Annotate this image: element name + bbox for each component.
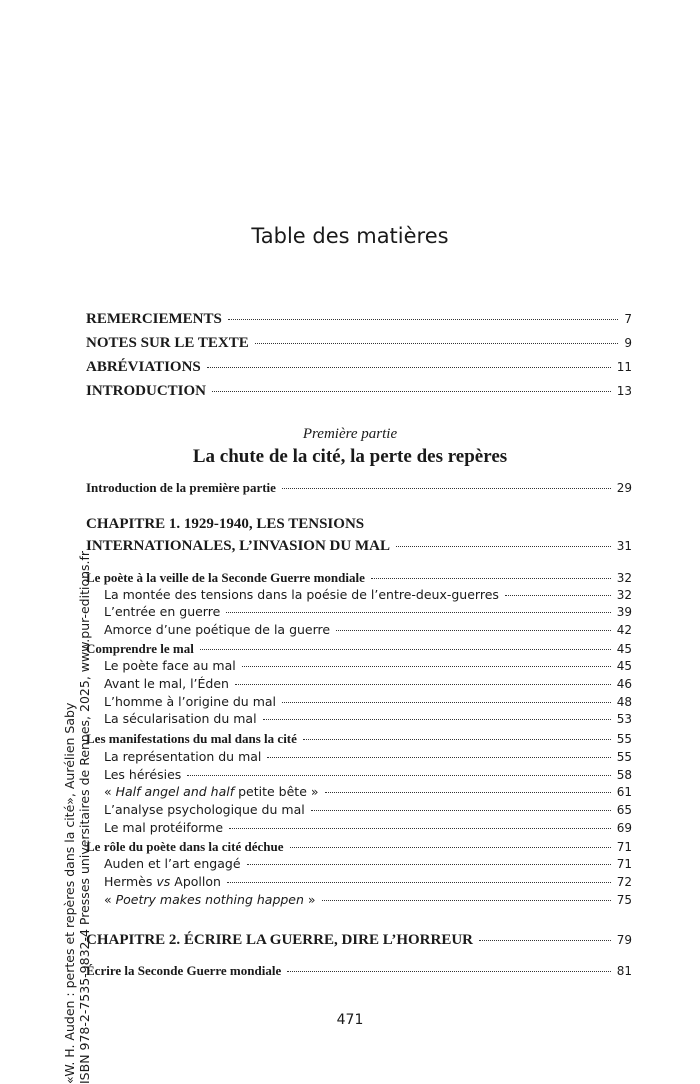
dot-leader [235,684,611,685]
toc-subsection[interactable]: L’entrée en guerre 39 [104,604,632,619]
toc-section[interactable]: Les manifestations du mal dans la cité 55 [86,731,632,746]
dot-leader [207,367,611,368]
chapter-1-heading[interactable]: CHAPITRE 1. 1929-1940, LES TENSIONS INTERNATIONALES, L’INVASION DU MAL 31 [86,516,632,554]
dot-leader [212,391,611,392]
dot-leader [242,666,611,667]
page-number: 471 [336,1012,364,1028]
toc-subsection[interactable]: La sécularisation du mal 53 [104,711,632,726]
toc-entry-introduction[interactable]: INTRODUCTION 13 [86,383,632,399]
dot-leader [187,775,610,776]
side-credit-line-1: «W. H. Auden : pertes et repères dans la cité», Aurélien Saby [62,702,77,1084]
dot-leader [255,343,619,344]
dot-leader [227,882,611,883]
part-title: La chute de la cité, la perte des repères [192,446,508,467]
toc-entry-remerciements[interactable]: REMERCIEMENTS 7 [86,311,632,327]
toc-entry-part-intro[interactable]: Introduction de la première partie 29 [86,480,632,495]
toc-subsection[interactable]: L’analyse psychologique du mal 65 [104,802,632,817]
dot-leader [505,595,611,596]
dot-leader [396,546,611,547]
toc-subsection[interactable]: Auden et l’art engagé 71 [104,856,632,871]
page-title: Table des matières [251,224,449,248]
toc-subsection[interactable]: Amorce d’une poétique de la guerre 42 [104,622,632,637]
toc-section[interactable]: Le poète à la veille de la Seconde Guerre mondiale 32 [86,570,632,585]
dot-leader [282,488,611,489]
part-kicker: Première partie [302,426,398,442]
toc-subsection[interactable]: L’homme à l’origine du mal 48 [104,694,632,709]
dot-leader [247,864,611,865]
toc-entry-notes[interactable]: NOTES SUR LE TEXTE 9 [86,335,632,351]
dot-leader [371,578,611,579]
dot-leader [290,847,611,848]
chapter-2-heading[interactable]: CHAPITRE 2. ÉCRIRE LA GUERRE, DIRE L’HORREUR 79 [86,932,632,948]
dot-leader [267,757,610,758]
toc-section[interactable]: Écrire la Seconde Guerre mondiale 81 [86,963,632,978]
toc-section[interactable]: Le rôle du poète dans la cité déchue 71 [86,839,632,854]
toc-subsection[interactable]: Avant le mal, l’Éden 46 [104,676,632,691]
toc-subsection[interactable]: Les hérésies 58 [104,767,632,782]
dot-leader [325,792,611,793]
toc-section[interactable]: Comprendre le mal 45 [86,641,632,656]
dot-leader [263,719,611,720]
toc-subsection[interactable]: « Half angel and half petite bête » 61 [104,784,632,799]
dot-leader [200,649,611,650]
dot-leader [287,971,611,972]
dot-leader [303,739,611,740]
toc-subsection[interactable]: La montée des tensions dans la poésie de l’entre-deux-guerres 32 [104,587,632,602]
toc-subsection[interactable]: Hermès vs Apollon 72 [104,874,632,889]
dot-leader [229,828,611,829]
dot-leader [226,612,610,613]
toc-entry-abreviations[interactable]: ABRÉVIATIONS 11 [86,359,632,375]
toc-subsection[interactable]: La représentation du mal 55 [104,749,632,764]
toc-subsection[interactable]: « Poetry makes nothing happen » 75 [104,892,632,907]
dot-leader [228,319,619,320]
dot-leader [336,630,611,631]
dot-leader [311,810,611,811]
dot-leader [282,702,611,703]
dot-leader [322,900,611,901]
side-credit [62,484,92,1084]
toc-subsection[interactable]: Le poète face au mal 45 [104,658,632,673]
toc-subsection[interactable]: Le mal protéiforme 69 [104,820,632,835]
dot-leader [479,940,611,941]
side-credit-line-2: ISBN 978-2-7535-9832-4 Presses universitaires de Rennes, 2025, www.pur-editions.fr [77,550,92,1084]
